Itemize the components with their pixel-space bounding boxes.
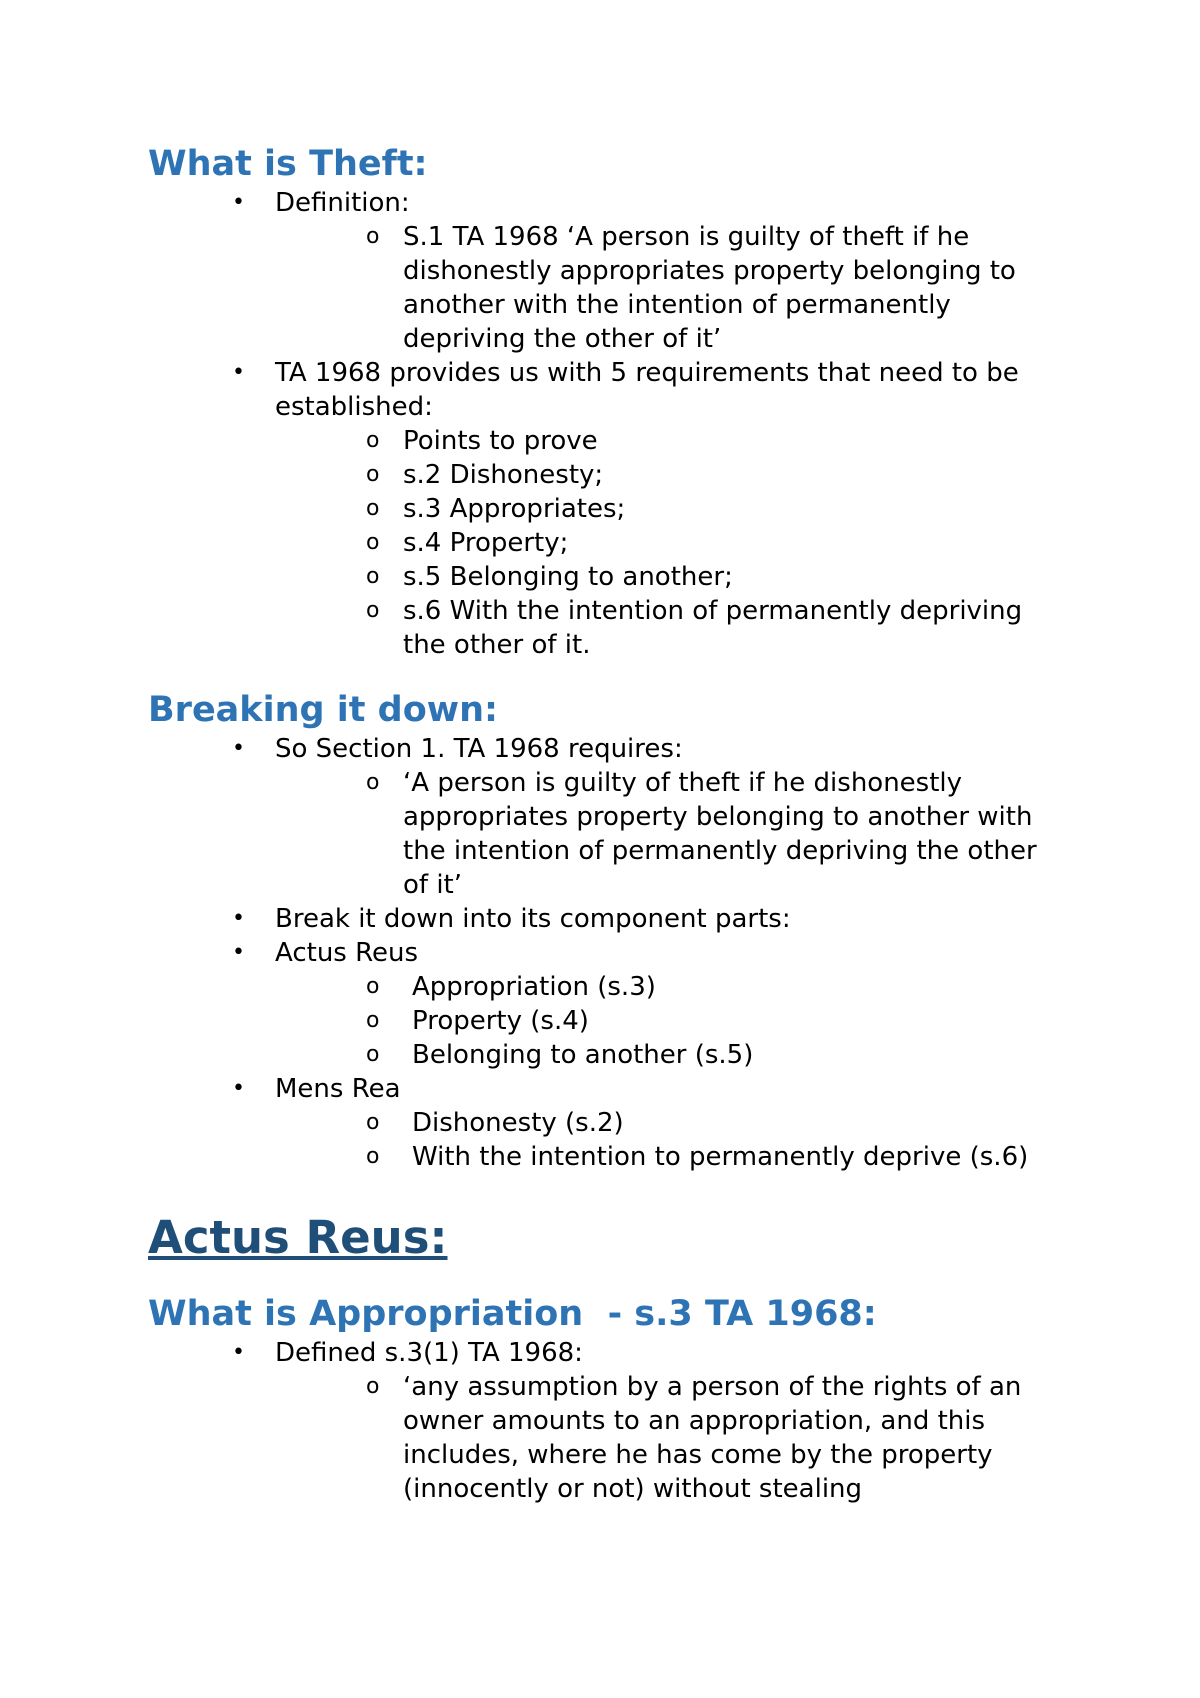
item-text: ‘A person is guilty of theft if he dishonestly appropriates property belonging to another with the intention of permanently depriving the other of it’: [403, 768, 1037, 900]
list-item: [148, 732, 1068, 766]
circle-bullet-icon: o: [366, 428, 380, 453]
circle-bullet-icon: o: [366, 496, 380, 521]
heading-what-is-theft: What is Theft:: [148, 144, 428, 184]
sub-list-item: [148, 1370, 1068, 1506]
list-item: [148, 186, 1068, 220]
item-text: s.3 Appropriates;: [403, 494, 626, 524]
appropriation-list: [148, 1336, 1068, 1506]
item-text: Points to prove: [403, 426, 598, 456]
sub-list-item: [148, 458, 1068, 492]
item-text: Dishonesty (s.2): [412, 1108, 624, 1138]
item-text: Defined s.3(1) TA 1968:: [275, 1338, 583, 1368]
circle-bullet-icon: o: [366, 598, 380, 623]
item-text: Definition:: [275, 188, 410, 218]
circle-bullet-icon: o: [366, 462, 380, 487]
breakdown-list: [148, 732, 1068, 1174]
sub-list-item: [148, 492, 1068, 526]
item-text: Appropriation (s.3): [412, 972, 656, 1002]
circle-bullet-icon: o: [366, 564, 380, 589]
bullet-icon: •: [232, 1076, 245, 1101]
item-text: Property (s.4): [412, 1006, 589, 1036]
sub-list-item: [148, 1140, 1068, 1174]
list-item: [148, 1072, 1068, 1106]
sub-list-item: [148, 970, 1068, 1004]
item-text: Break it down into its component parts:: [275, 904, 791, 934]
spacer: [148, 1174, 1068, 1210]
circle-bullet-icon: o: [366, 770, 380, 795]
item-text: s.4 Property;: [403, 528, 569, 558]
heading-breaking-it-down: Breaking it down:: [148, 690, 498, 730]
item-text: TA 1968 provides us with 5 requirements that need to be established:: [275, 358, 1019, 422]
document-body: [148, 142, 1068, 1506]
heading-actus-reus: Actus Reus:: [148, 1211, 448, 1264]
circle-bullet-icon: o: [366, 1042, 380, 1067]
sub-list-item: [148, 560, 1068, 594]
sub-list-item: [148, 766, 1068, 902]
list-item: [148, 902, 1068, 936]
circle-bullet-icon: o: [366, 1110, 380, 1135]
bullet-icon: •: [232, 190, 245, 215]
item-text: Belonging to another (s.5): [412, 1040, 754, 1070]
circle-bullet-icon: o: [366, 224, 380, 249]
circle-bullet-icon: o: [366, 1374, 380, 1399]
sub-list-item: [148, 594, 1068, 662]
sub-list-item: [148, 220, 1068, 356]
heading-what-is-appropriation: What is Appropriation - s.3 TA 1968:: [148, 1294, 877, 1334]
item-text: s.6 With the intention of permanently depriving the other of it.: [403, 596, 1023, 660]
sub-list-item: [148, 424, 1068, 458]
circle-bullet-icon: o: [366, 530, 380, 555]
sub-list-item: [148, 1106, 1068, 1140]
list-item: [148, 936, 1068, 970]
item-text: ‘any assumption by a person of the rights of an owner amounts to an appropriation, and this includes, where he has come by the property (innocently or not) without stealing: [403, 1372, 1022, 1504]
bullet-icon: •: [232, 940, 245, 965]
bullet-icon: •: [232, 360, 245, 385]
item-text: With the intention to permanently deprive (s.6): [412, 1142, 1029, 1172]
spacer: [148, 662, 1068, 688]
bullet-icon: •: [232, 736, 245, 761]
item-text: S.1 TA 1968 ‘A person is guilty of theft if he dishonestly appropriates property belonging to another with the intention of permanently depriving the other of it’: [403, 222, 1016, 354]
item-text: s.2 Dishonesty;: [403, 460, 604, 490]
item-text: So Section 1. TA 1968 requires:: [275, 734, 683, 764]
item-text: s.5 Belonging to another;: [403, 562, 733, 592]
sub-list-item: [148, 526, 1068, 560]
circle-bullet-icon: o: [366, 1144, 380, 1169]
bullet-icon: •: [232, 1340, 245, 1365]
sub-list-item: [148, 1038, 1068, 1072]
spacer: [148, 1266, 1068, 1292]
sub-list-item: [148, 1004, 1068, 1038]
item-text: Actus Reus: [275, 938, 419, 968]
bullet-icon: •: [232, 906, 245, 931]
list-item: [148, 1336, 1068, 1370]
circle-bullet-icon: o: [366, 974, 380, 999]
circle-bullet-icon: o: [366, 1008, 380, 1033]
list-item: [148, 356, 1068, 424]
item-text: Mens Rea: [275, 1074, 401, 1104]
theft-list: [148, 186, 1068, 662]
